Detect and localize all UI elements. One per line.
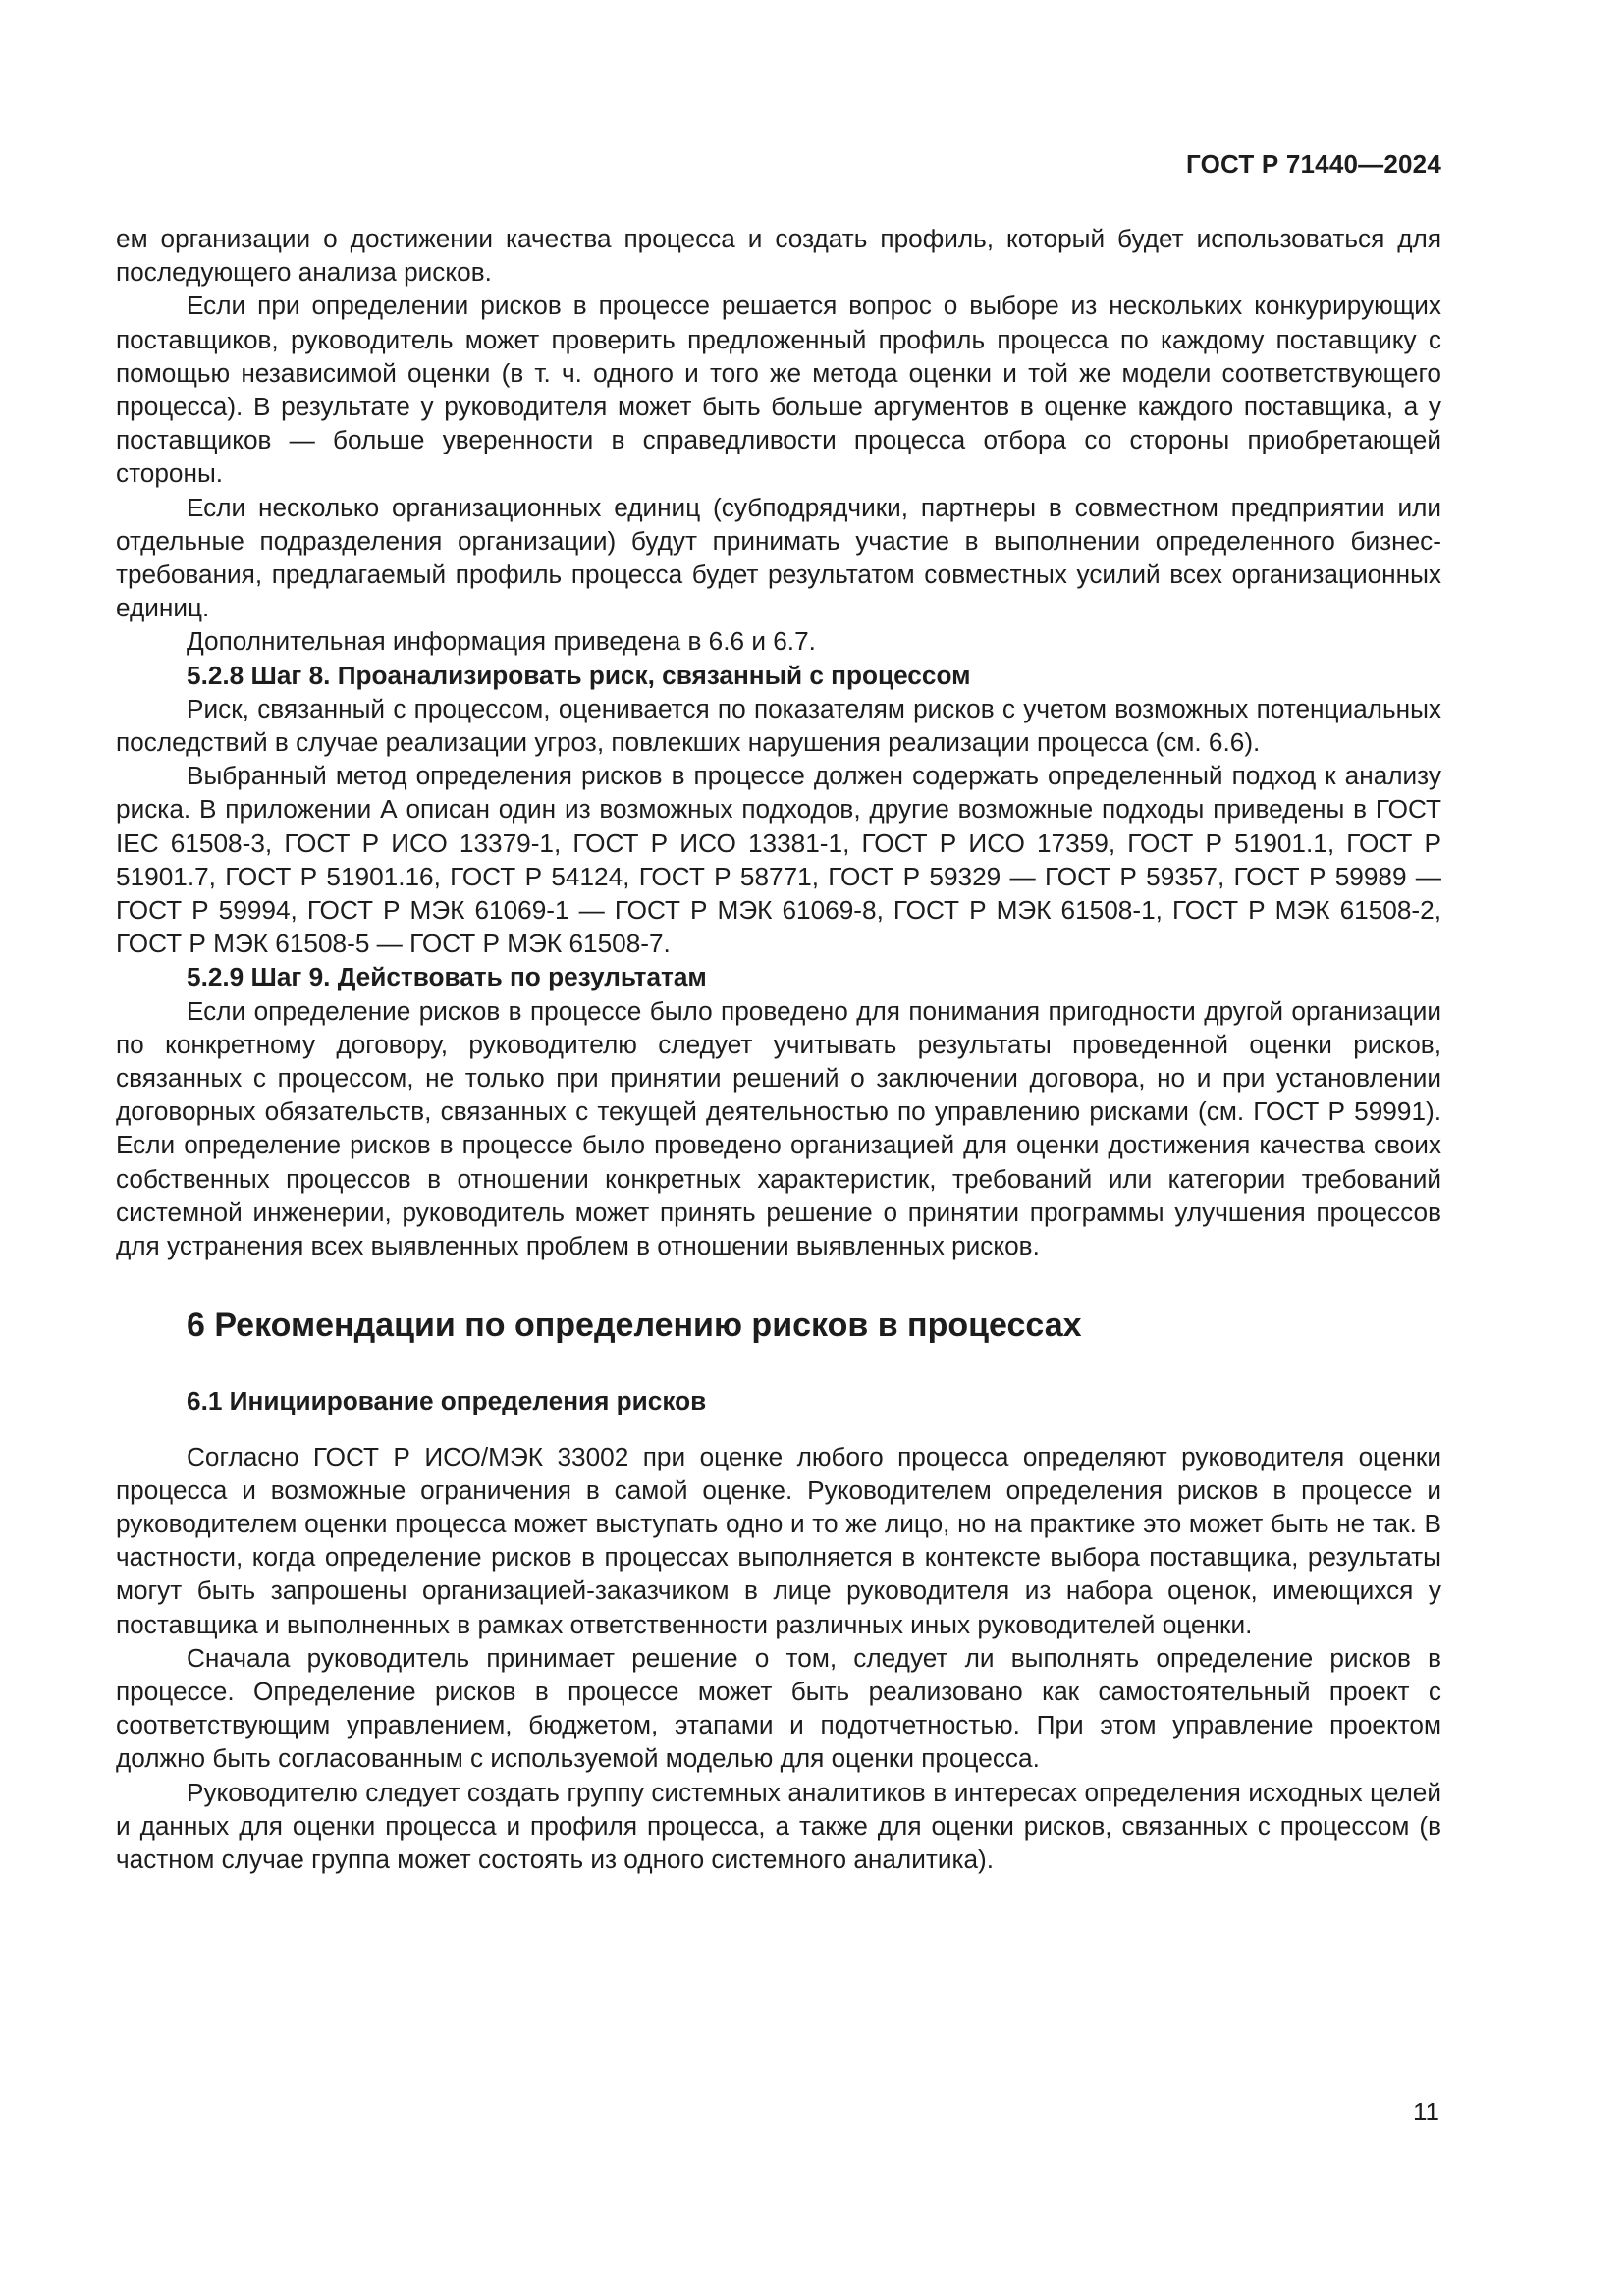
paragraph: Дополнительная информация приведена в 6.6 и 6.7. [187, 626, 816, 657]
document-header: ГОСТ Р 71440—2024 [1186, 149, 1441, 179]
paragraph: Сначала руководитель принимает решение о том, следует ли выполнять определение рисков в процессе. Определение рисков в процессе может быть реализовано как самостоятельный проект с соответствующим управлением, бюджетом, этапами и подотчетностью. При этом управление проектом должно быть согласованным с используемой моделью для оценки процесса. [116, 1642, 1441, 1774]
page-body [116, 222, 1441, 1876]
paragraph: Если определение рисков в процессе было проведено для понимания пригодности другой организации по конкретному договору, руководителю следует учитывать результаты проведенной оценки рисков, связанных с процессом, не только при принятии решений о заключении договора, но и при установлении договорных обязательств, связанных с текущей деятельностью по управлению рисками (см. ГОСТ Р 59991). Если определение рисков в процессе было проведено организацией для оценки достижения качества своих собственных процессов в отношении конкретных характеристик, требований или категории требований системной инженерии, руководитель может принять решение о принятии программы улучшения процессов для устранения всех выявленных проблем в отношении выявленных рисков. [116, 995, 1441, 1261]
paragraph: Выбранный метод определения рисков в процессе должен содержать определенный подход к анализу риска. В приложении А описан один из возможных подходов, другие возможные подходы приведены в ГОСТ IEC 61508-3, ГОСТ Р ИСО 13379-1, ГОСТ Р ИСО 13381-1, ГОСТ Р ИСО 17359, ГОСТ Р 51901.1, ГОСТ Р 51901.7, ГОСТ Р 51901.16, ГОСТ Р 54124, ГОСТ Р 58771, ГОСТ Р 59329 — ГОСТ Р 59357, ГОСТ Р 59989 — ГОСТ Р 59994, ГОСТ Р МЭК 61069-1 — ГОСТ Р МЭК 61069-8, ГОСТ Р МЭК 61508-1, ГОСТ Р МЭК 61508-2, ГОСТ Р МЭК 61508-5 — ГОСТ Р МЭК 61508-7. [116, 761, 1441, 959]
paragraph-continuation: ем организации о достижении качества процесса и создать профиль, который будет использоваться для последующего анализа рисков. [116, 224, 1441, 288]
paragraph: Риск, связанный с процессом, оценивается по показателям рисков с учетом возможных потенциальных последствий в случае реализации угроз, повлекших нарушения реализации процесса (см. 6.6). [116, 693, 1441, 758]
step-8-heading: 5.2.8 Шаг 8. Проанализировать риск, связанный с процессом [187, 660, 971, 690]
paragraph: Руководителю следует создать группу системных аналитиков в интересах определения исходных целей и данных для оценки процесса и профиля процесса, а также для оценки рисков, связанных с процессом (в частном случае группа может состоять из одного системного аналитика). [116, 1777, 1441, 1874]
subsection-6-1-heading: 6.1 Инициирование определения рисков [187, 1386, 707, 1416]
section-6-title: 6 Рекомендации по определению рисков в процессах [187, 1307, 1082, 1345]
paragraph: Если при определении рисков в процессе решается вопрос о выборе из нескольких конкурирующих поставщиков, руководитель может проверить предложенный профиль процесса по каждому поставщику с помощью независимой оценки (в т. ч. одного и того же метода оценки и той же модели соответствующего процесса). В результате у руководителя может быть больше аргументов в оценке каждого поставщика, а у поставщиков — больше уверенности в справедливости процесса отбора со стороны приобретающей стороны. [116, 291, 1441, 489]
paragraph: Если несколько организационных единиц (субподрядчики, партнеры в совместном предприятии или отдельные подразделения организации) будут принимать участие в выполнении определенного бизнес-требования, предлагаемый профиль процесса будет результатом совместных усилий всех организационных единиц. [116, 492, 1441, 623]
step-9-heading: 5.2.9 Шаг 9. Действовать по результатам [187, 962, 707, 992]
paragraph: Согласно ГОСТ Р ИСО/МЭК 33002 при оценке любого процесса определяют руководителя оценки процесса и возможные ограничения в самой оценке. Руководителем определения рисков в процессе и руководителем оценки процесса может выступать одно и то же лицо, но на практике это может быть не так. В частности, когда определение рисков в процессах выполняется в контексте выбора поставщика, результаты могут быть запрошены организацией-заказчиком в лице руководителя из набора оценок, имеющихся у поставщика и выполненных в рамках ответственности различных иных руководителей оценки. [116, 1441, 1441, 1639]
page-number: 11 [1413, 2097, 1439, 2126]
